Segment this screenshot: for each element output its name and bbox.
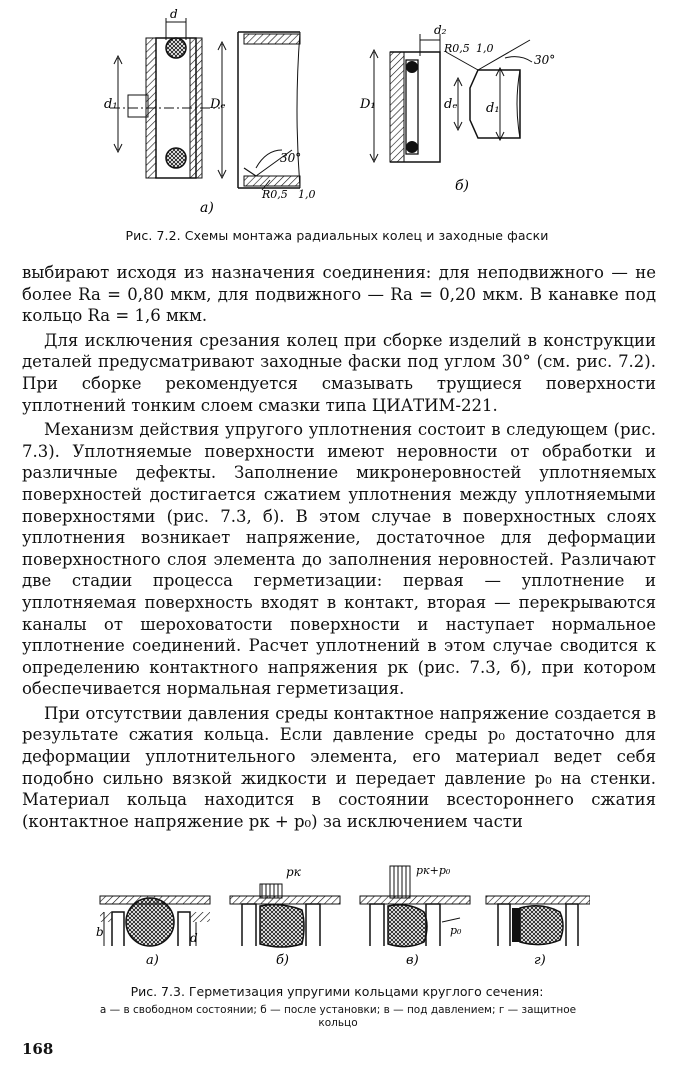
paragraph-3: Механизм действия упругого уплотнения состоит в следующем (рис. 7.3). Уплотняемые поверхности имеют неровности от обработки и различные дефекты. Заполнение микронеровностей уплотняемых поверхностей достигается сжатием уплотнения между уплотняемыми поверхностями (рис. 7.3, б). В этом случае в поверхностных слоях уплотнения возникает напряжение, достаточное для деформации поверхностного слоя элемента до заполнения неровностей. Различают две стадии процесса герметизации: первая — уплотнение и уплотняемая поверхность входят в контакт, вторая — перекрываются каналы от шероховатости поверхности и наступает нормальное уплотнение соединений. Расчет уплотнений в этом случае сводится к определению контактного напряжения pк (рис. 7.3, б), при котором обеспечивается нормальная герметизация.	[22, 420, 656, 699]
label-angle-a: 30°	[280, 151, 302, 165]
label-d1: d₁	[104, 97, 118, 112]
label-pk-p0: pк+p₀	[416, 864, 451, 877]
label-r-b-b: 1,0	[476, 42, 494, 55]
label-d1-b: d₁	[486, 101, 500, 116]
panel-b-label-73: б)	[276, 953, 290, 968]
paragraph-4: При отсутствии давления среды контактное напряжение создается в результате сжатия кольца. Если давление среды p₀ достаточно для деформации уплотнительного элемента, его материал ведет себя подобно сильно вязкой жидкости и передает давление p₀ на стенки. Материал кольца находится в состоянии всестороннего сжатия (контактное напряжение pк + p₀) за исключением части	[22, 703, 656, 831]
label-r-b: R0,5	[444, 42, 470, 55]
label-r-a: R0,5	[262, 188, 288, 201]
panel-a-label-73: а)	[146, 953, 159, 968]
figure-7-3-caption: Рис. 7.3. Герметизация упругими кольцами круглого сечения:	[130, 984, 544, 999]
label-de-b: dₑ	[444, 97, 458, 112]
label-d2: d₂	[434, 23, 447, 37]
legend-line-2: кольцо	[318, 1017, 358, 1029]
label-d: d	[170, 7, 178, 21]
label-b: b	[96, 925, 104, 939]
label-D1: D₁	[360, 97, 376, 112]
panel-a-label: а)	[200, 200, 214, 215]
figure-7-2-caption: Рис. 7.2. Схемы монтажа радиальных колец и заходные фаски	[125, 228, 549, 243]
label-p0: p₀	[450, 924, 462, 937]
panel-d-protective-ring	[486, 896, 590, 946]
legend-line-1: а — в свободном состоянии; б — после установки; в — под давлением; г — защитное	[99, 1004, 577, 1016]
label-r-a-b: 1,0	[298, 188, 316, 201]
panel-c-label-73: в)	[406, 953, 419, 968]
label-d-73: d	[190, 931, 198, 945]
label-de: Dₑ	[210, 97, 226, 112]
panel-a-drawing	[110, 18, 300, 190]
paragraph-1: выбирают исходя из назначения соединения: для неподвижного — не более Ra = 0,80 мкм, для подвижного — Ra = 0,20 мкм. В канавке под кольцо Ra = 1,6 мкм.	[22, 263, 656, 326]
panel-b-ring-installed	[230, 884, 340, 947]
label-pk: pк	[286, 865, 301, 879]
label-angle-b: 30°	[534, 53, 556, 67]
figure-7-3-legend	[16, 1004, 660, 1030]
paragraph-2: Для исключения срезания колец при сборке изделий в конструкции деталей предусматривают заходные фаски под углом 30° (см. рис. 7.2). При сборке рекомендуется смазывать трущиеся поверхности уплотнений тонким слоем смазки типа ЦИАТИМ-221.	[22, 330, 656, 415]
panel-b-label: б)	[455, 178, 470, 194]
figure-7-3	[90, 862, 590, 980]
panel-d-label-73: г)	[534, 953, 546, 968]
page-number: 168	[22, 1040, 54, 1058]
body-text	[22, 262, 656, 832]
figure-7-2	[0, 0, 674, 215]
